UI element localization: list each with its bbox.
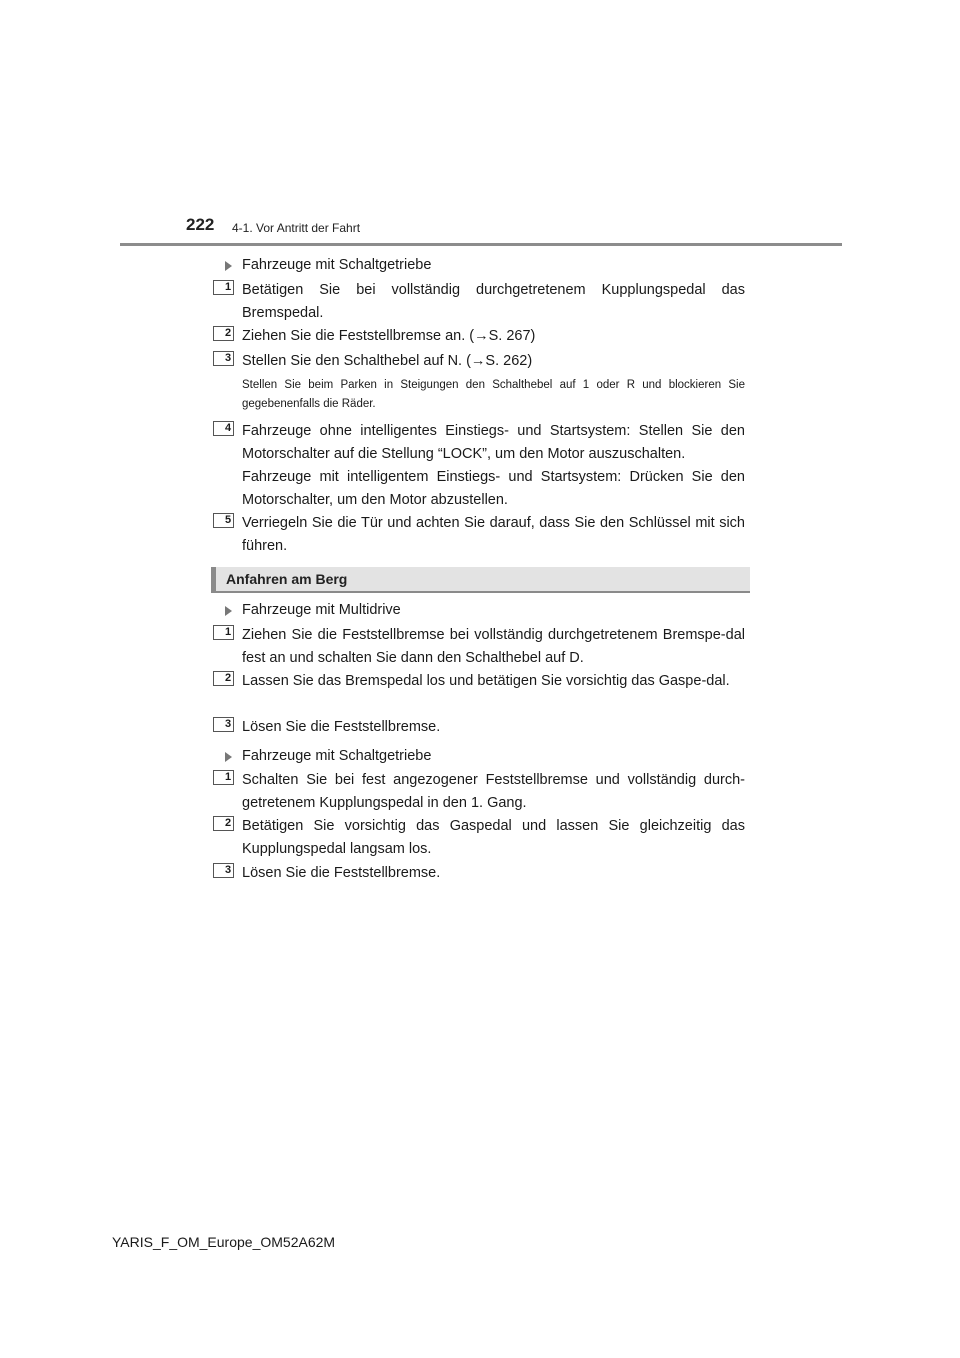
- step-badge: 4: [213, 421, 234, 436]
- page-number: 222: [186, 215, 215, 234]
- step-badge: 1: [213, 625, 234, 640]
- triangle-bullet-icon: [225, 261, 232, 271]
- triangle-bullet-icon: [225, 606, 232, 616]
- step-badge: 1: [213, 280, 234, 295]
- step-text: Stellen Sie den Schalthebel auf N. (→S. 262): [242, 353, 533, 369]
- step-text: Betätigen Sie vorsichtig das Gaspedal und lassen Sie gleichzeitig das Kupplungspedal langsam los.: [242, 818, 745, 857]
- step-badge: 2: [213, 326, 234, 341]
- step-text: Verriegeln Sie die Tür und achten Sie darauf, dass Sie den Schlüssel mit sich führen.: [242, 515, 745, 554]
- step-badge: 3: [213, 351, 234, 366]
- step-badge: 2: [213, 816, 234, 831]
- section-heading: Anfahren am Berg: [226, 571, 348, 587]
- step-text: Schalten Sie bei fest angezogener Feststellbremse und vollständig durch-getretenem Kupplungspedal in den 1. Gang.: [242, 772, 745, 811]
- section-label: 4-1. Vor Antritt der Fahrt: [232, 221, 361, 235]
- step-badge: 5: [213, 513, 234, 528]
- subheading-multidrive: [242, 599, 745, 622]
- step-text: Fahrzeuge ohne intelligentes Einstiegs- und Startsystem: Stellen Sie den Motorschalter auf die Stellung “LOCK”, um den Motor auszuschalten.: [242, 423, 745, 462]
- step-text: Lassen Sie das Bremspedal los und betätigen Sie vorsichtig das Gaspe-dal.: [242, 673, 730, 689]
- step-text: Ziehen Sie die Feststellbremse bei vollständig durchgetretenem Bremspe-dal fest an und schalten Sie dann den Schalthebel auf D.: [242, 627, 745, 666]
- subheading-manual-hill: [242, 745, 745, 768]
- subheading-text: Fahrzeuge mit Schaltgetriebe: [242, 257, 432, 273]
- section-heading-bar: [211, 567, 750, 593]
- subheading-manual: [242, 254, 745, 277]
- step-badge: 3: [213, 717, 234, 732]
- document-code: YARIS_F_OM_Europe_OM52A62M: [112, 1234, 336, 1250]
- step-text-continued: Fahrzeuge mit intelligentem Einstiegs- und Startsystem: Drücken Sie den Motorschalter, um den Motor abzustellen.: [242, 469, 745, 508]
- note-text: Stellen Sie beim Parken in Steigungen den Schalthebel auf 1 oder R und blockieren Sie gegebenenfalls die Räder.: [242, 379, 745, 410]
- step-text: Ziehen Sie die Feststellbremse an. (→S. 267): [242, 328, 536, 344]
- step-badge: 2: [213, 671, 234, 686]
- subheading-text: Fahrzeuge mit Multidrive: [242, 602, 401, 618]
- header-divider: [120, 243, 842, 246]
- step-badge: 1: [213, 770, 234, 785]
- step-text: Lösen Sie die Feststellbremse.: [242, 719, 441, 735]
- triangle-bullet-icon: [225, 752, 232, 762]
- step-badge: 3: [213, 863, 234, 878]
- step-text: Lösen Sie die Feststellbremse.: [242, 865, 441, 881]
- subheading-text: Fahrzeuge mit Schaltgetriebe: [242, 748, 432, 764]
- step-text: Betätigen Sie bei vollständig durchgetretenem Kupplungspedal das Bremspedal.: [242, 282, 745, 321]
